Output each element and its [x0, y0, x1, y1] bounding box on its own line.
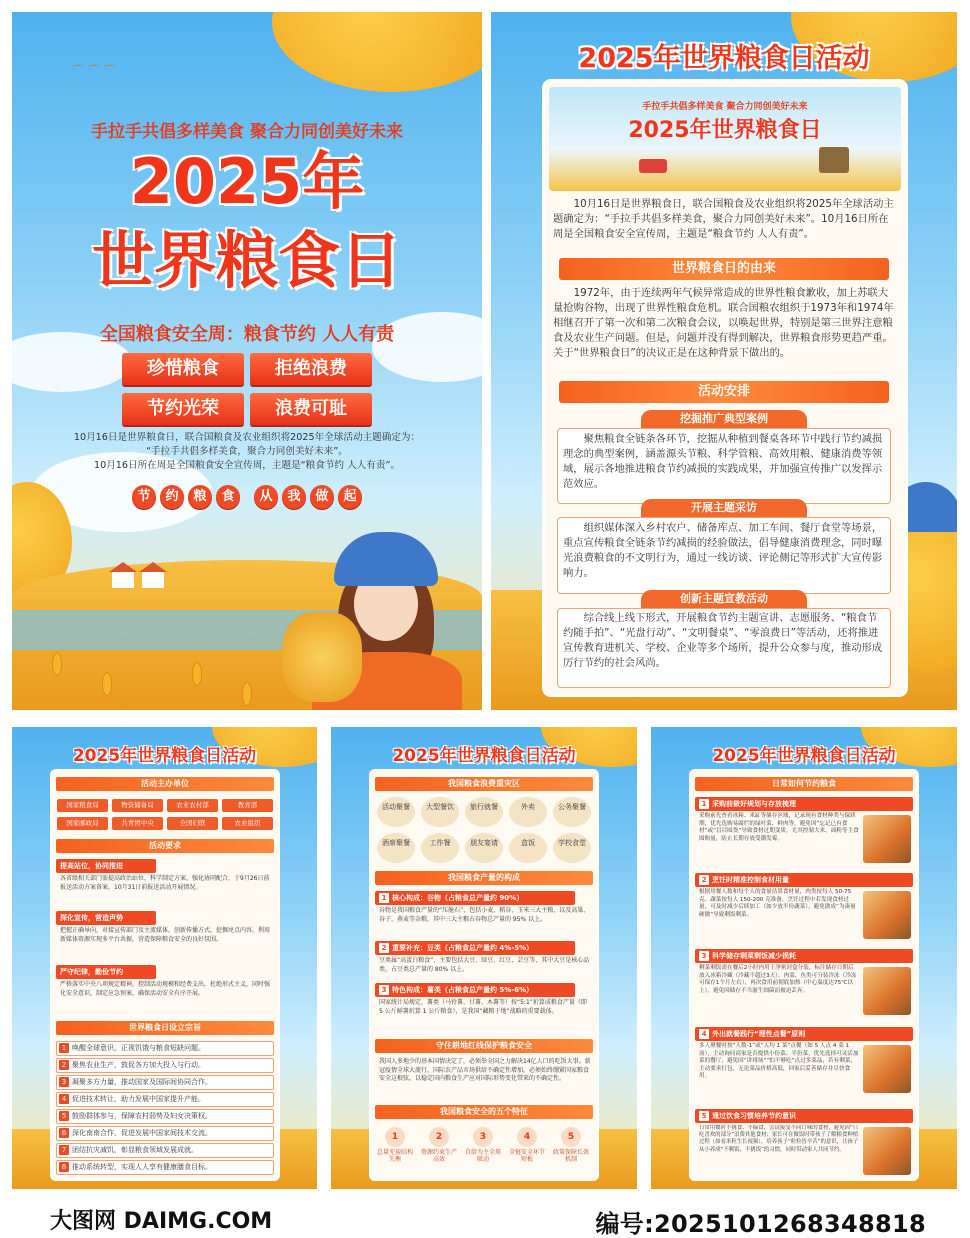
tip-number: 1	[699, 799, 709, 809]
headscarf	[334, 532, 438, 586]
section-bar-requirements: 活动要求	[56, 839, 274, 853]
panel-heading: 2025年世界粮食日活动	[712, 746, 896, 766]
composition-number: 3	[379, 985, 389, 995]
purpose-item	[56, 1126, 274, 1141]
org-badge: 农业组织	[222, 817, 273, 830]
section-bar-purpose: 世界粮食日设立宗旨	[56, 1021, 274, 1035]
tip-number: 4	[699, 1029, 709, 1039]
daily-tips-poster	[651, 727, 957, 1189]
section-bar-features: 我国粮食安全的五个特征	[375, 1105, 593, 1119]
tip-title	[695, 873, 913, 887]
tip-text: 剩菜剩饭需在餐后2小时内用干净密封盒分装，标注储存日期后放入冰箱冷藏（冷藏不超过3天），肉菜、鱼类可分装冷冻（冷冻可保存1个月左右），再次食用前彻底加热（中心温度达75℃以上），避免因储存不当滋生细菌而被迫丢弃。	[699, 965, 857, 994]
org-badge: 共青团中央	[112, 817, 163, 830]
item-title: 挖掘推广典型案例	[641, 410, 807, 428]
composition-heading	[375, 941, 575, 955]
requirement-title: 深化宣传，营造声势	[56, 911, 156, 925]
pill-char: 从	[254, 485, 278, 509]
tip-title	[695, 949, 913, 963]
org-badge: 物资储备局	[112, 799, 163, 812]
waste-scene: 公务聚餐	[553, 797, 591, 827]
tip-text: 多人聚餐时按“人数-1”或“人均 1 菜”点餐（如 5 人点 4 菜 1 汤），主动询问商家是否提供小份菜、半份菜，优先选择可灵活加菜的餐厅；避免因“讲排场”“怕不够吃”点过多菜品，若有剩菜，主动要求打包，无论菜品价格高低，回家后妥善储存并尽快食用。	[699, 1043, 859, 1080]
section-bar-composition: 我国粮食产量的构成	[375, 871, 593, 885]
wheat-ear	[192, 662, 202, 686]
composition-number: 1	[379, 893, 389, 903]
banner-illustration	[549, 87, 901, 191]
feature-text: 政策保障长效机制	[553, 1149, 590, 1163]
banner-slogan: 手拉手共倡多样美食 聚合力同创美好未来	[642, 102, 808, 112]
purpose-number: 5	[59, 1111, 69, 1121]
site-watermark: 大图网 DAIMG.COM	[50, 1209, 273, 1234]
section-bar-plan: 活动安排	[559, 381, 889, 403]
pill-char: 食	[216, 485, 240, 509]
pill-char: 粮	[188, 485, 212, 509]
purpose-text: 促进技术转让，助力发展中国家提升产能。	[72, 1095, 205, 1103]
feature-number: 4	[517, 1127, 537, 1147]
origin-paragraph: 1972年，由于连续两年气候异常造成的世界性粮食歉收，加上苏联大量抢购谷物，出现了世界性粮食危机。联合国粮农组织于1973年和1974年相继召开了第一次和第二次粮食会议，以唤起世界，特别是第三世界注意粮食及农业生产问题。但是，问题并没有得到解决，世界粮食形势更趋严重。关于“世界粮食日”的决议正是在这种背景下做出的。	[553, 287, 894, 359]
tip-title-text: 采购前做好规划与存放梳理	[712, 800, 796, 808]
pill-char: 节	[132, 485, 156, 509]
feature-item	[377, 1127, 413, 1163]
pill-char: 做	[310, 485, 334, 509]
dining-photo	[863, 1045, 911, 1093]
intro-line: 10月16日所在周是全国粮食安全宣传周，主题是“粮食节约 人人有责”。	[93, 460, 401, 471]
purpose-text: 鼓励群体参与，保障农村弱势及妇女决策权。	[72, 1112, 212, 1120]
feature-item	[421, 1127, 457, 1163]
content-card	[371, 771, 597, 1179]
item-text: 组织媒体深入乡村农户、储备库点、加工车间、餐厅食堂等场景，重点宣传粮食全链条节约减损的经验做法，倡导健康消费理念，同时曝光浪费粮食的不文明行为，通过一线访谈、评论侧记等形式扩大宣传影响力。	[563, 522, 883, 579]
composition-heading	[375, 983, 575, 997]
waste-scene: 工作餐	[421, 833, 459, 863]
tag-shame: 浪费可耻	[250, 393, 372, 425]
intro-line: 10月16日是世界粮食日，联合国粮食及农业组织将2025年全球活动主题确定为：	[73, 432, 421, 443]
purpose-number: 7	[59, 1145, 69, 1155]
save-food-pills	[12, 485, 482, 509]
tip-number: 5	[699, 1111, 709, 1121]
section-bar-organizers: 活动主办单位	[56, 777, 274, 791]
purpose-number: 1	[59, 1043, 69, 1053]
feature-number: 1	[385, 1127, 405, 1147]
content-card	[52, 771, 278, 1179]
slogan: 手拉手共倡多样美食 聚合力同创美好未来	[91, 122, 403, 142]
tip-text: 采购前先查看冰箱、米缸等储存区域，记录现有食材种类与保质期，优先选购易腐烂的绿叶菜、鲜肉等，避免因“忘记已有食材”或“盲目囤货”导致食材过期变质，尤其控制大米、面粉等主食囤购量，防止长期存放受潮发霉。	[699, 813, 859, 842]
org-badge: 农业农村部	[167, 799, 218, 812]
watermark-footer	[0, 1197, 970, 1238]
feature-item	[465, 1127, 501, 1163]
banner-title: 2025年世界粮食日	[628, 118, 822, 143]
farmhouse	[112, 572, 134, 588]
tip-title-text: 通过饮食习惯培养节约意识	[712, 1112, 796, 1120]
farmland-text: 我国人多地少的基本国情决定了，必须举全国之力解决14亿人口的吃饭大事。新冠疫情全球大流行，国际农产品市场供给不确定性增加，必须始终绷紧国家粮食安全这根弦，以稳定国内粮食生产应对国际形势变化带来的不确定性。	[379, 1058, 591, 1082]
organizers-poster	[12, 727, 317, 1189]
tip-title	[695, 1109, 913, 1123]
purpose-item	[56, 1075, 274, 1090]
waste-scene: 盒饭	[509, 833, 547, 863]
waste-scene: 旅行就餐	[465, 797, 503, 827]
purpose-text: 推动系统转型，实现人人享有健康膳食目标。	[72, 1163, 212, 1171]
feature-text: 自给为主全球联动	[465, 1149, 502, 1163]
waste-scene: 大型餐饮	[421, 797, 459, 827]
tip-title-text: 科学储存剩菜剩饭减少损耗	[712, 952, 796, 960]
section-bar-tips: 日常如何节约粮食	[695, 777, 913, 791]
section-bar-waste: 我国粮食浪费重灾区	[375, 777, 593, 791]
safety-week-theme: 全国粮食安全周：粮食节约 人人有责	[99, 324, 395, 345]
wheat-ear	[242, 682, 252, 706]
waste-scene: 活动聚餐	[377, 797, 415, 827]
purpose-number: 2	[59, 1060, 69, 1070]
purpose-item	[56, 1092, 274, 1107]
composition-text: 豆类属“高蛋白粮食”，主要包括大豆、绿豆、红豆、芸豆等，其中大豆是核心品类，占豆类总产量的 80% 以上。	[379, 957, 590, 973]
purpose-text: 深化南南合作，促进发展中国家间技术交流。	[72, 1129, 212, 1137]
farmhouse	[142, 572, 164, 588]
waste-scene: 酒席聚餐	[377, 833, 415, 863]
org-badge: 国家粮食局	[57, 799, 108, 812]
feature-item	[553, 1127, 589, 1163]
purpose-text: 聚焦农业生产，敦促各方加大投入与行动。	[72, 1061, 205, 1069]
tip-text: 根据用餐人数和每个人的食量估算食材量，肉类按每人 50-75 克、蔬菜按每人 150-200 克准备，烹饪过程中若发现食材过量，可及时减少后续加工（如少放半份蔬菜），避免做成“为凑量硬做”导致剩饭剩菜。	[699, 889, 856, 918]
storage-photo	[863, 967, 911, 1015]
feature-text: 总量充裕结构失衡	[377, 1149, 414, 1163]
panel-heading: 2025年世界粮食日活动	[392, 746, 576, 766]
composition-heading-text: 重要补充：豆类（占粮食总产量约 4%-5%）	[392, 944, 534, 952]
requirement-text: 各省级相关部门需提高政治站位，科学制定方案，强化协同配合，于9月26日前报送活动方案备案，10月31日前报送活动开展情况。	[60, 875, 270, 891]
requirement-title: 提高站位，协同推进	[56, 859, 156, 873]
panel-heading: 2025年世界粮食日活动	[72, 746, 257, 766]
feature-number: 5	[561, 1127, 581, 1147]
requirement-text: 严格落实中央八项规定精神，控制活动规模和经费支出，杜绝形式主义，同时强化安全意识，制定应急预案，确保活动安全有序开展。	[60, 981, 271, 997]
requirement-text: 把握正确导向，对接宣传部门及主流媒体，创新传播方式，挖掘亮点内容，利用新媒体资源实现多平台共振，营造保障粮食安全的良好氛围。	[60, 927, 271, 943]
intro-text	[42, 431, 452, 473]
composition-heading	[375, 891, 575, 905]
purpose-text: 团结抗灾减饥，彰显粮食领域发展成就。	[72, 1146, 198, 1154]
purpose-text: 唤醒全球意识，正视饥饿与粮食短缺问题。	[72, 1044, 205, 1052]
requirement-title: 严守纪律，勤俭节约	[56, 965, 156, 979]
pill-char: 约	[160, 485, 184, 509]
composition-heading-text: 核心构成：谷物（占粮食总产量约 90%）	[392, 894, 524, 902]
tip-title-text: 烹饪时精准控制食材用量	[712, 876, 789, 884]
composition-number: 2	[379, 943, 389, 953]
tip-text: 日常用餐时不挑食、不偏食，尝试接受不同口味的食材，避免因“只吃喜欢的部分”浪费其他食材；家长可在做饭时带孩子了解粮食种植过程（如看米粒生长视频），培养孩子“粒粒皆辛苦”的意识，让孩子从小养成“不剩饭、不挑饭”的习惯，同时带动家人共同节约。	[699, 1125, 859, 1153]
composition-text: 国家统计局规定，薯类（马铃薯、甘薯、木薯等）按“5:1”折算成粮食产量（即 5 公斤鲜薯折算 1 公斤粮食），是我国“藏粮于地”战略的重要载体。	[379, 999, 587, 1015]
org-badge: 国家邮政局	[57, 817, 108, 830]
pill-char: 我	[282, 485, 306, 509]
purpose-item	[56, 1109, 274, 1124]
tractor-icon	[639, 159, 667, 173]
org-badge: 教育部	[222, 799, 273, 812]
tip-title-text: 外出就餐践行“理性点餐”原则	[712, 1030, 806, 1038]
content-card	[691, 771, 917, 1179]
main-poster	[12, 12, 482, 710]
main-title: 世界粮食日	[91, 224, 402, 297]
section-bar-farmland: 守住耕地红线保护粮食安全	[375, 1039, 593, 1053]
birds-icon: ⌒ ⌒ ⌒	[72, 64, 116, 78]
section-bar-origin: 世界粮食日的由来	[559, 258, 889, 280]
feature-text: 全链安全环节短板	[509, 1149, 546, 1163]
purpose-item	[56, 1143, 274, 1158]
purpose-number: 3	[59, 1077, 69, 1087]
feature-text: 资源约束生产高效	[421, 1149, 458, 1163]
wheat-bundle-illustration	[282, 612, 362, 702]
tag-no-waste: 拒绝浪费	[250, 353, 372, 385]
feature-number: 2	[429, 1127, 449, 1147]
tip-title	[695, 1027, 913, 1041]
intro-line: “手拉手共倡多样美食，聚合力同创美好未来”。	[146, 446, 348, 457]
intro-paragraph: 10月16日是世界粮食日，联合国粮食及农业组织将2025年全球活动主题确定为：“手拉手共倡多样美食，聚合力同创美好未来”。10月16日所在周是全国粮食安全宣传周，主题是“粮食节约 人人有责”。	[553, 198, 894, 240]
item-title: 开展主题采访	[641, 499, 807, 517]
feature-item	[509, 1127, 545, 1163]
org-badge: 全国妇联	[167, 817, 218, 830]
tip-number: 3	[699, 951, 709, 961]
fridge-photo	[863, 815, 911, 863]
composition-heading-text: 特色构成：薯类（占粮食总产量约 5%-6%）	[392, 986, 534, 994]
purpose-number: 4	[59, 1094, 69, 1104]
harvester-icon	[819, 147, 849, 173]
tag-cherish: 珍惜粮食	[122, 353, 244, 385]
tag-thrift: 节约光荣	[122, 393, 244, 425]
purpose-item	[56, 1160, 274, 1175]
purpose-number: 8	[59, 1162, 69, 1172]
purpose-text: 凝聚多方力量，推动国家及国际间协同合作。	[72, 1078, 212, 1086]
activity-poster	[491, 12, 957, 710]
item-text: 综合线上线下形式，开展粮食节约主题宣讲、志愿服务、“粮食节约随手拍”、“光盘行动”、“文明餐桌”、“零浪费日”等活动，还将推进宣传教育进机关、学校、企业等多个场所，提升公众参与度，推动形成厉行节约的社会风尚。	[563, 612, 883, 669]
item-text: 聚焦粮食全链条各环节，挖掘从种植到餐桌各环节中践行节约减损理念的典型案例，涵盖源头节粮、科学管粮、高效用粮、健康消费等领域，展示各地推进粮食节约减损的实践成果，并加强宣传推广以发挥示范效应。	[563, 433, 883, 490]
feature-number: 3	[473, 1127, 493, 1147]
waste-scene: 外卖	[509, 797, 547, 827]
tree-canopy	[272, 12, 482, 92]
purpose-item	[56, 1058, 274, 1073]
tip-title	[695, 797, 913, 811]
waste-scene: 学校食堂	[553, 833, 591, 863]
year-heading: 2025年	[129, 145, 365, 218]
image-id: 编号:2025101268348818	[595, 1210, 926, 1238]
cooking-photo	[863, 891, 911, 939]
tip-number: 2	[699, 875, 709, 885]
pill-char: 起	[338, 485, 362, 509]
composition-text: 谷物是我国粮食产量的“压舱石”，包括小麦、稻谷、玉米三大主粮，以及高粱、谷子、燕麦等杂粮，其中三大主粮占谷物总产量的 95% 以上。	[379, 907, 590, 923]
grain-structure-poster	[331, 727, 637, 1189]
wheat-ear	[102, 672, 112, 696]
purpose-item	[56, 1041, 274, 1056]
panel-heading: 2025年世界粮食日活动	[578, 43, 870, 74]
child-eating-photo	[863, 1127, 911, 1175]
item-title: 创新主题宣教活动	[641, 590, 807, 608]
waste-scene: 朋友宴请	[465, 833, 503, 863]
purpose-number: 6	[59, 1128, 69, 1138]
wheat-ear	[52, 652, 62, 676]
